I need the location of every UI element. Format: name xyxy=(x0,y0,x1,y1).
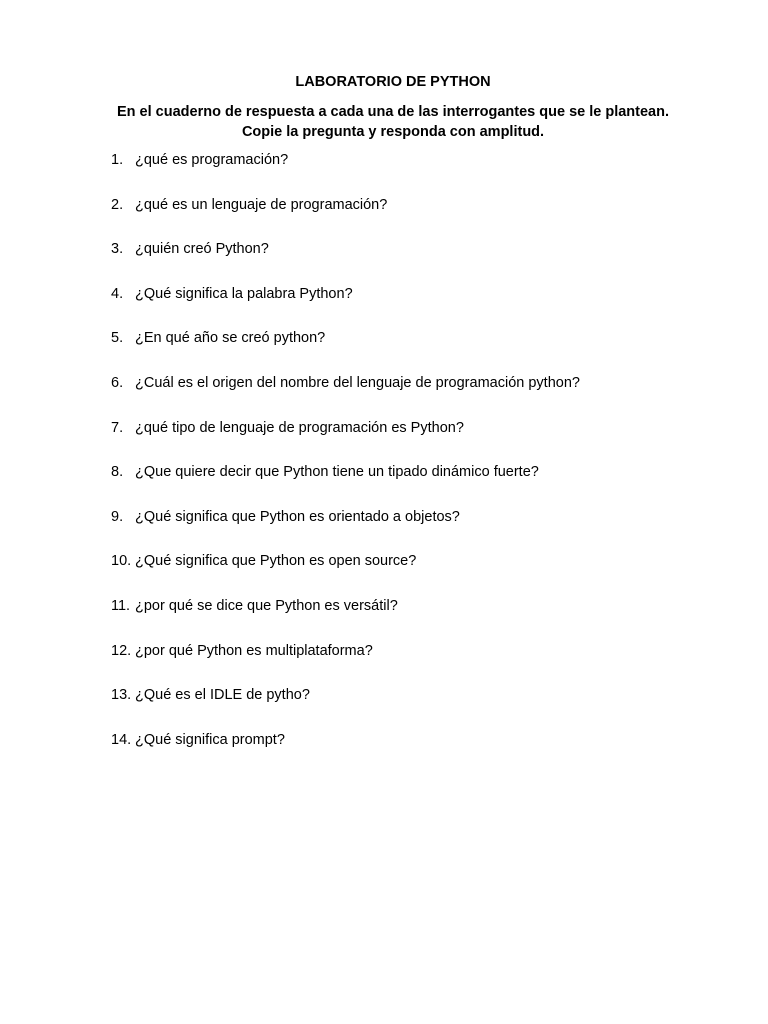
question-text: ¿Qué significa que Python es orientado a objetos? xyxy=(135,508,460,525)
question-item xyxy=(111,374,731,419)
question-list xyxy=(111,151,731,775)
question-text: ¿Qué significa prompt? xyxy=(135,731,285,748)
question-number: 9. xyxy=(111,508,124,525)
question-number: 10. xyxy=(111,553,132,570)
question-number: 14. xyxy=(111,731,132,748)
question-number: 8. xyxy=(111,464,124,481)
document-title: LABORATORIO DE PYTHON xyxy=(295,74,491,90)
question-item xyxy=(111,285,731,330)
question-text: ¿quién creó Python? xyxy=(135,241,269,258)
question-number: 13. xyxy=(111,687,132,704)
question-item xyxy=(111,463,731,508)
question-item xyxy=(111,686,731,731)
question-number: 4. xyxy=(111,285,124,302)
question-number: 11. xyxy=(111,597,131,614)
question-text: ¿En qué año se creó python? xyxy=(135,330,326,347)
question-text: ¿Que quiere decir que Python tiene un tipado dinámico fuerte? xyxy=(135,464,539,481)
question-text: ¿qué tipo de lenguaje de programación es Python? xyxy=(135,419,464,436)
question-number: 12. xyxy=(111,642,132,659)
question-item xyxy=(111,597,731,642)
question-item xyxy=(111,731,731,776)
question-item xyxy=(111,552,731,597)
question-number: 7. xyxy=(111,419,124,436)
question-text: ¿qué es un lenguaje de programación? xyxy=(135,196,388,213)
question-number: 2. xyxy=(111,196,124,213)
instruction-line: Copie la pregunta y responda con amplitud. xyxy=(241,123,545,140)
question-text: ¿por qué se dice que Python es versátil? xyxy=(135,597,398,614)
question-text: ¿por qué Python es multiplataforma? xyxy=(135,642,373,659)
question-item xyxy=(111,419,731,464)
question-number: 3. xyxy=(111,241,124,258)
question-number: 1. xyxy=(111,152,124,168)
question-text: ¿Qué es el IDLE de pytho? xyxy=(135,687,310,704)
question-text: ¿qué es programación? xyxy=(135,152,289,168)
question-text: ¿Qué significa que Python es open source? xyxy=(135,553,417,570)
question-number: 5. xyxy=(111,330,124,347)
question-item xyxy=(111,196,731,241)
question-item xyxy=(111,151,731,196)
instruction-line: En el cuaderno de respuesta a cada una de las interrogantes que se le plantean. xyxy=(117,104,669,120)
instructions xyxy=(0,103,768,142)
question-text: ¿Cuál es el origen del nombre del lenguaje de programación python? xyxy=(135,374,580,391)
question-number: 6. xyxy=(111,374,124,391)
question-item xyxy=(111,329,731,374)
question-item xyxy=(111,508,731,553)
question-item xyxy=(111,642,731,687)
question-text: ¿Qué significa la palabra Python? xyxy=(135,285,353,302)
question-item xyxy=(111,240,731,285)
